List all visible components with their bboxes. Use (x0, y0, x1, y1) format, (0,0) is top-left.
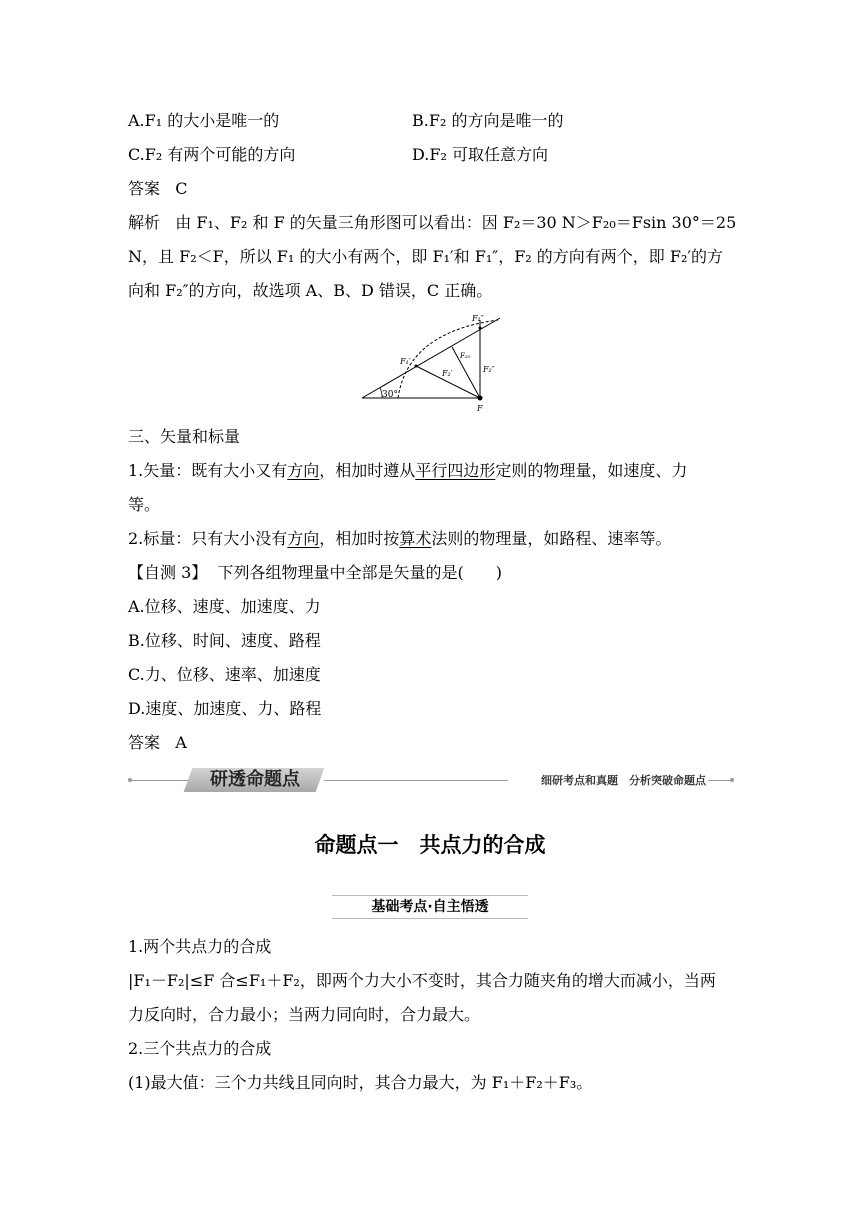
quiz3-option-b: B.位移、时间、速度、路程 (128, 631, 321, 650)
content-heading-1: 1.两个共点力的合成 (128, 937, 272, 956)
banner-tab-text: 研透命题点 (210, 769, 300, 790)
banner-right-text: 细研考点和真题 分析突破命题点 (541, 774, 706, 787)
label-f1-single: F₁′ (400, 357, 411, 366)
option-b: B.F₂ 的方向是唯一的 (412, 111, 564, 130)
label-f20: F₂₀ (460, 352, 471, 360)
quiz3-answer-label: 答案 (128, 733, 161, 752)
banner-rule-mid (324, 780, 508, 781)
answer-value: C (175, 179, 188, 198)
content-paragraph-1b: 力反向时，合力最小；当两力同向时，合力最大。 (128, 1005, 481, 1024)
analysis-label: 解析 (128, 213, 161, 232)
angle-label: 30° (382, 390, 398, 400)
option-c: C.F₂ 有两个可能的方向 (128, 145, 296, 164)
content-paragraph-2: (1)最大值：三个力共线且同向时，其合力最大，为 F₁＋F₂＋F₃。 (128, 1073, 593, 1092)
analysis-line-2: N，且 F₂＜F，所以 F₁ 的大小有两个，即 F₁′和 F₁″，F₂ 的方向有两个，即 F₂′的方 (128, 247, 724, 266)
content-heading-2: 2.三个共点力的合成 (128, 1039, 272, 1058)
scalar-text-1: 2.标量：只有大小没有 (128, 529, 288, 548)
scalar-text-3: 法则的物理量，如路程、速率等。 (431, 529, 672, 548)
quiz3-question-text: 下列各组物理量中全部是矢量的是( ) (217, 563, 502, 582)
vector-triangle-figure (360, 312, 510, 416)
label-f2-single: F₂′ (442, 369, 453, 378)
option-d: D.F₂ 可取任意方向 (412, 145, 548, 164)
vector-underline-2: 平行四边形 (415, 461, 496, 480)
section-banner (128, 766, 734, 794)
point-f1-single (415, 365, 418, 368)
vector-underline-1: 方向 (287, 461, 320, 480)
banner-rule-right (708, 780, 730, 781)
point-f (478, 396, 483, 401)
subhead-rule-bottom (332, 918, 528, 919)
content-paragraph-1a: |F₁－F₂|≤F 合≤F₁＋F₂，即两个力大小不变时，其合力随夹角的增大而减小，当两 (128, 971, 716, 990)
vector-text-1: 1.矢量：既有大小又有 (128, 461, 288, 480)
label-f: F (477, 404, 483, 413)
label-f2-double: F₂″ (483, 365, 495, 374)
quiz3-option-a: A.位移、速度、加速度、力 (128, 597, 321, 616)
quiz3-answer (128, 732, 187, 754)
analysis-line-1 (128, 212, 736, 234)
scalar-definition (128, 528, 671, 550)
banner-rule-left (132, 780, 190, 781)
topic-title: 命题点一 共点力的合成 (314, 833, 546, 857)
scalar-underline-2: 算术 (399, 529, 432, 548)
vector-definition-cont: 等。 (128, 495, 161, 514)
topic-subhead: 基础考点·自主悟透 (371, 899, 489, 915)
point-f1-double (479, 327, 482, 330)
label-f1-double: F₁″ (472, 314, 484, 323)
answer-line (128, 178, 188, 200)
answer-label: 答案 (128, 179, 161, 198)
quiz3-answer-value: A (175, 733, 187, 752)
quiz3-question (128, 562, 502, 584)
section3-heading: 三、矢量和标量 (128, 427, 241, 446)
analysis-line-3: 向和 F₂″的方向，故选项 A、B、D 错误，C 正确。 (128, 281, 493, 300)
option-a: A.F₁ 的大小是唯一的 (128, 111, 280, 130)
analysis-text-1: 由 F₁、F₂ 和 F 的矢量三角形图可以看出：因 F₂＝30 N＞F₂₀＝Fsin 30°＝25 (175, 213, 737, 232)
scalar-underline-1: 方向 (287, 529, 320, 548)
vector-text-2: ，相加时遵从 (319, 461, 416, 480)
banner-dot-right (730, 778, 734, 782)
quiz3-tag: 【自测 3】 (128, 563, 208, 582)
scalar-text-2: ，相加时按 (319, 529, 400, 548)
quiz3-option-c: C.力、位移、速率、加速度 (128, 665, 321, 684)
vector-text-3: 定则的物理量，如速度、力 (495, 461, 688, 480)
quiz3-option-d: D.速度、加速度、力、路程 (128, 699, 322, 718)
vector-definition (128, 460, 687, 482)
dashed-arc (398, 320, 498, 398)
angle-line (362, 318, 500, 398)
